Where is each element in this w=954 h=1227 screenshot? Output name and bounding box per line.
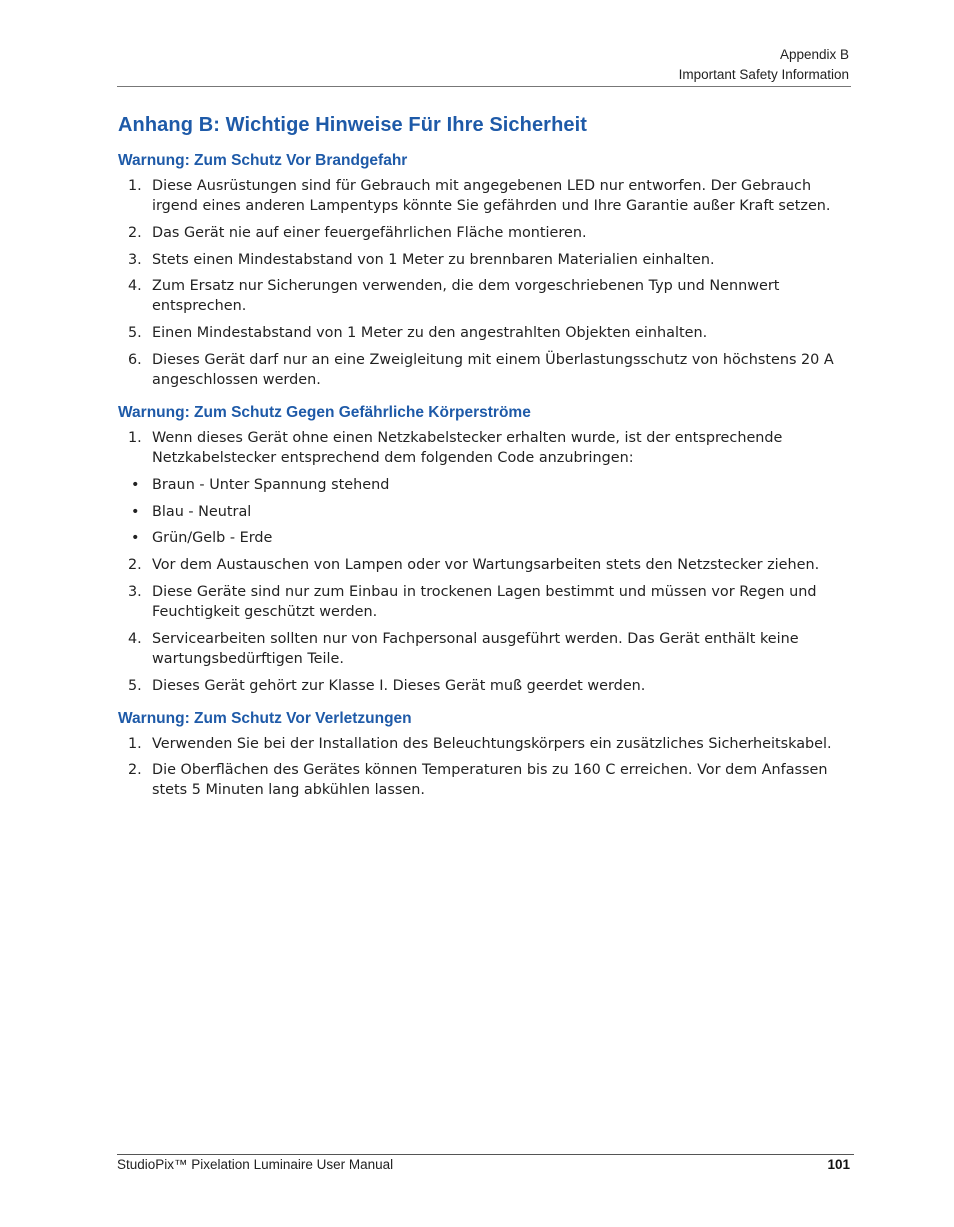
footer-divider: [117, 1154, 854, 1155]
list-fire: [118, 176, 853, 390]
list-marker: 2.: [128, 224, 142, 241]
list-item: [118, 760, 853, 800]
list-item: [118, 250, 853, 270]
list-marker: 3.: [128, 583, 142, 600]
list-marker: 3.: [128, 251, 142, 268]
list-item: [118, 428, 853, 468]
section-heading-injury: Warnung: Zum Schutz Vor Verletzungen: [118, 709, 412, 727]
running-header: [679, 45, 849, 85]
bullet-marker: •: [131, 503, 140, 520]
list-item: [118, 223, 853, 243]
list-item-text: Braun - Unter Spannung stehend: [152, 476, 390, 493]
list-item: [118, 323, 853, 343]
list-item-text: Verwenden Sie bei der Installation des Beleuchtungskörpers ein zusätzliches Sicherheitskabel.: [152, 735, 832, 752]
list-item-text: Servicearbeiten sollten nur von Fachpersonal ausgeführt werden. Das Gerät enthält keine wartungsbedürftigen Teile.: [152, 630, 799, 667]
list-item: [118, 582, 853, 622]
bullet-item: [118, 528, 853, 548]
list-item-text: Das Gerät nie auf einer feuergefährlichen Fläche montieren.: [152, 224, 587, 241]
list-item-text: Einen Mindestabstand von 1 Meter zu den angestrahlten Objekten einhalten.: [152, 325, 708, 342]
list-item-text: Grün/Gelb - Erde: [152, 530, 273, 547]
section-heading-electric: Warnung: Zum Schutz Gegen Gefährliche Körperströme: [118, 403, 531, 421]
list-item-text: Wenn dieses Gerät ohne einen Netzkabelstecker erhalten wurde, ist der entsprechende Netzkabelstecker entsprechend dem folgenden Code anzubringen:: [152, 429, 783, 466]
page-number: 101: [827, 1157, 850, 1172]
list-marker: 5.: [128, 677, 142, 694]
bullet-item: [118, 475, 853, 495]
list-injury: [118, 734, 853, 801]
list-marker: 4.: [128, 630, 142, 647]
list-item: [118, 676, 853, 696]
bullet-marker: •: [131, 530, 140, 547]
list-item: [118, 176, 853, 216]
list-item-text: Zum Ersatz nur Sicherungen verwenden, die dem vorgeschriebenen Typ und Nennwert entsprechen.: [152, 278, 780, 315]
list-marker: 4.: [128, 278, 142, 295]
list-item-text: Die Oberflächen des Gerätes können Temperaturen bis zu 160 C erreichen. Vor dem Anfassen stets 5 Minuten lang abkühlen lassen.: [152, 762, 828, 799]
list-item: [118, 276, 853, 316]
list-marker: 1.: [128, 429, 142, 446]
header-appendix: Appendix B: [779, 47, 849, 62]
list-marker: 2.: [128, 762, 142, 779]
list-item-text: Dieses Gerät darf nur an eine Zweigleitung mit einem Überlastungsschutz von höchstens 20 A angeschlossen werden.: [152, 351, 834, 388]
list-item-text: Diese Ausrüstungen sind für Gebrauch mit angegebenen LED nur entworfen. Der Gebrauch irgend eines anderen Lampentyps könnte Sie gefährden und Ihre Garantie außer Kraft setzen.: [152, 178, 831, 214]
page-title: Anhang B: Wichtige Hinweise Für Ihre Sicherheit: [118, 114, 588, 136]
list-item-text: Stets einen Mindestabstand von 1 Meter zu brennbaren Materialien einhalten.: [152, 251, 715, 268]
list-item-text: Diese Geräte sind nur zum Einbau in trockenen Lagen bestimmt und müssen vor Regen und Feuchtigkeit geschützt werden.: [152, 583, 817, 620]
list-item-text: Dieses Gerät gehört zur Klasse I. Dieses Gerät muß geerdet werden.: [152, 677, 646, 694]
page-content: [118, 110, 853, 807]
list-marker: 1.: [128, 735, 142, 752]
bullet-item: [118, 502, 853, 522]
list-item: [118, 734, 853, 754]
list-electric: [118, 428, 853, 696]
footer-manual-title: StudioPix™ Pixelation Luminaire User Manual: [117, 1157, 394, 1172]
list-item-text: Blau - Neutral: [152, 503, 252, 520]
list-marker: 6.: [128, 351, 142, 368]
list-item: [118, 350, 853, 390]
list-marker: 5.: [128, 325, 142, 342]
list-marker: 2.: [128, 557, 142, 574]
list-marker: 1.: [128, 178, 142, 194]
section-heading-fire: Warnung: Zum Schutz Vor Brandgefahr: [118, 152, 408, 169]
list-item: [118, 555, 853, 575]
list-item-text: Vor dem Austauschen von Lampen oder vor Wartungsarbeiten stets den Netzstecker ziehen.: [152, 557, 820, 574]
bullet-marker: •: [131, 476, 140, 493]
header-section: Important Safety Information: [678, 67, 849, 82]
header-divider: [117, 86, 851, 87]
list-item: [118, 629, 853, 669]
